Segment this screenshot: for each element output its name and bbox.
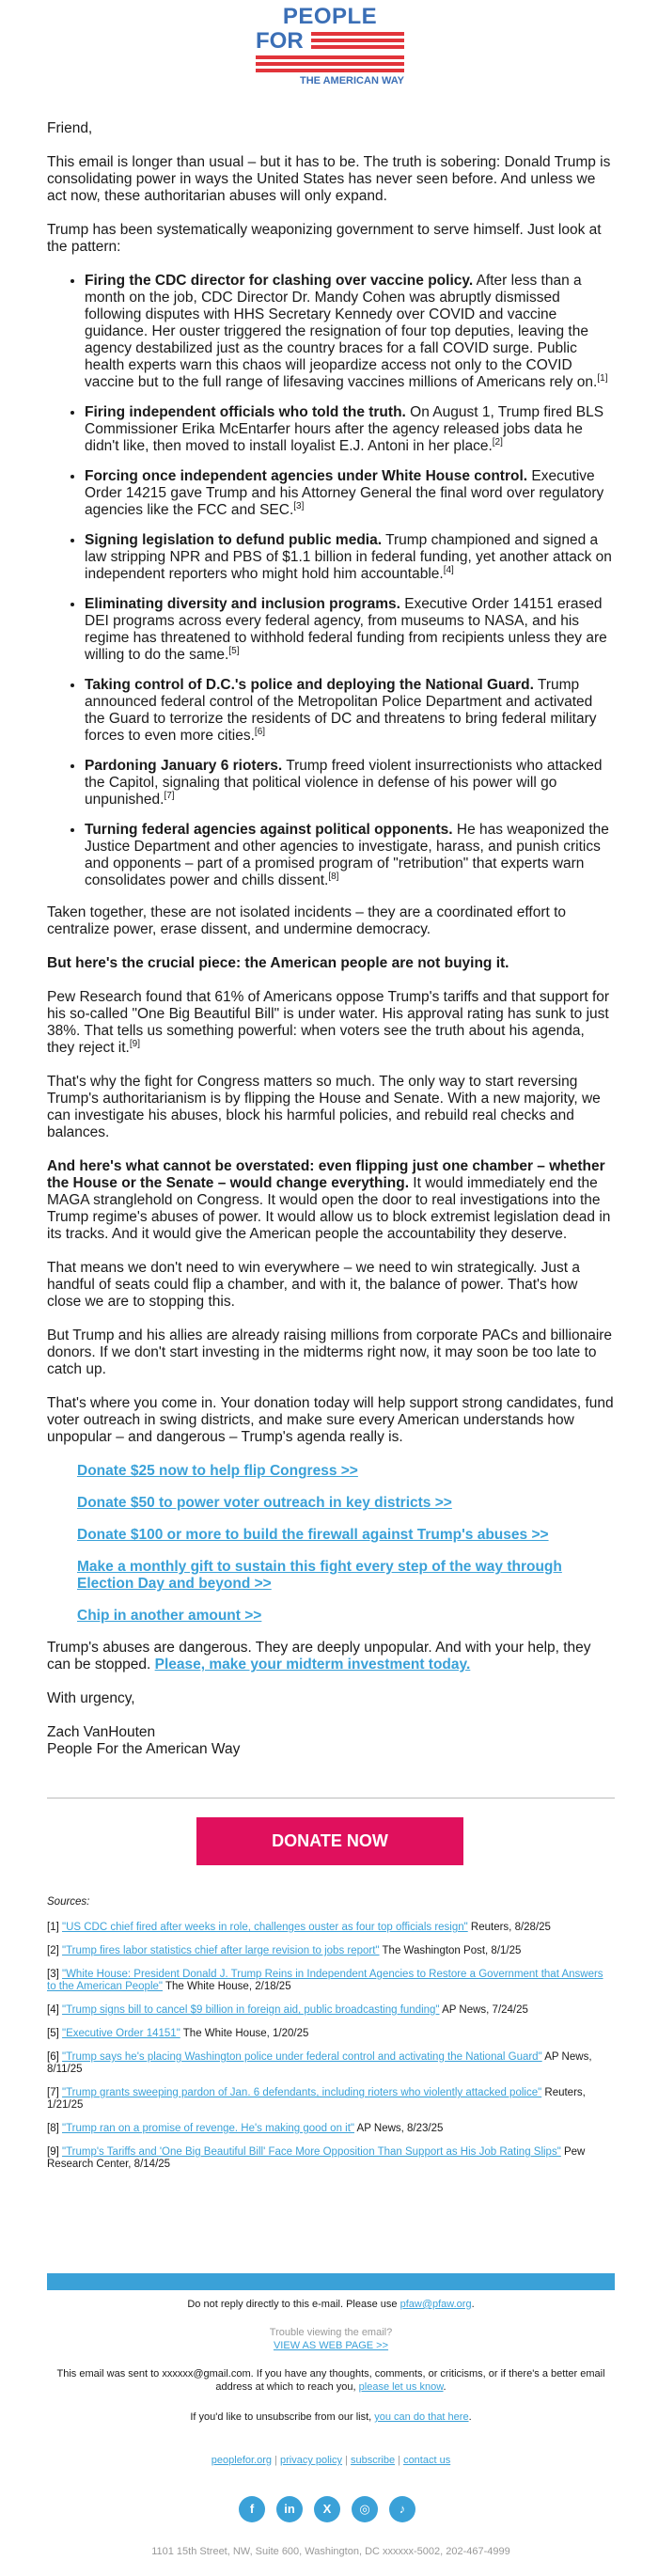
you-come-in-paragraph: That's where you come in. Your donation today will help support strong candidates, fund voter outreach in swing districts, and make sure every American understands how unpopular – and dangerous – Trump's agenda really is. [47,1395,614,1445]
signature-name: Zach VanHouten [47,1724,156,1740]
footnote-ref: [6] [254,726,266,737]
subscribe-link[interactable]: subscribe [351,2455,396,2466]
sources-section [47,1896,615,2182]
view-as-webpage-wrap [47,2339,615,2352]
abuse-list-item: • Pardoning January 6 rioters. Trump freed violent insurrectionists who attacked the Capitol, signaling that political violence in defense of his power will go unpunished.[7] [85,758,615,809]
source-item: [8] "Trump ran on a promise of revenge. He's making good on it" AP News, 8/23/25 [47,2123,444,2134]
footnote-ref: [2] [492,436,503,448]
source-item: [5] "Executive Order 14151" The White House, 1/20/25 [47,2028,309,2039]
footnote-ref: [3] [293,500,305,511]
view-as-webpage-link[interactable]: VIEW AS WEB PAGE >> [273,2340,389,2351]
let-us-know-link[interactable]: please let us know [358,2381,444,2393]
instagram-icon[interactable]: ◎ [352,2496,378,2522]
intro-paragraph: This email is longer than usual – but it has to be. The truth is sobering: Donald Trump is consolidating power in ways the United States has never seen before. And unless we act now, these authoritarian abuses will only expand. [47,154,611,204]
trouble-viewing: Trouble viewing the email? [269,2327,393,2338]
donate-other-amount-link[interactable]: Chip in another amount >> [77,1608,262,1624]
footnote-ref: [5] [228,645,240,656]
source-item: [9] "Trump's Tariffs and 'One Big Beautiful Bill' Face More Opposition Than Support as His Job Rating Slips" Pew Research Center, 8/14/25 [47,2146,586,2170]
abuse-list-item: • Taking control of D.C.'s police and deploying the National Guard. Trump announced federal control of the Metropolitan Police Department and activated the Guard to terrorize the residents of DC and threatens to bring federal military forces to even more cities.[6] [85,677,615,745]
source-item: [4] "Trump signs bill to cancel $9 billion in foreign aid, public broadcasting funding" AP News, 7/24/25 [47,2004,528,2016]
abuse-list-item: • Signing legislation to defund public media. Trump championed and signed a law stripping NPR and PBS of $1.1 billion in federal funding, yet another attack on independent reporters who might hold him accountable.[4] [85,532,615,583]
source-item: [2] "Trump fires labor statistics chief after large revision to jobs report" The Washington Post, 8/1/25 [47,1945,522,1956]
unsubscribe-notice: If you'd like to unsubscribe from our list, you can do that here. [190,2411,472,2423]
sources-header: Sources: [47,1896,90,1908]
donate-50-link[interactable]: Donate $50 to power voter outreach in key districts >> [77,1495,452,1511]
noreply-notice: Do not reply directly to this e-mail. Please use pfaw@pfaw.org. [187,2299,475,2310]
source-link[interactable]: "Trump signs bill to cancel $9 billion in foreign aid, public broadcasting funding" [61,2004,440,2016]
source-link[interactable]: "US CDC chief fired after weeks in role, challenges ouster as four top officials resign" [61,1922,468,1933]
privacy-policy-link[interactable]: privacy policy [279,2455,343,2466]
midterm-investment-link[interactable]: Please, make your midterm investment today. [154,1657,471,1673]
logo-text-for: FOR [256,28,304,54]
donate-now-button[interactable]: DONATE NOW [196,1817,463,1865]
sent-to-notice: This email was sent to xxxxxx@gmail.com. If you have any thoughts, comments, or criticisms, or if there's a better email address at which to reach you, please let us know. [56,2368,605,2393]
footnote-ref: [4] [443,564,454,575]
greeting: Friend, [47,120,93,136]
facebook-icon[interactable]: f [239,2496,265,2522]
donate-100-link[interactable]: Donate $100 or more to build the firewall against Trump's abuses >> [77,1527,549,1543]
urgency: With urgency, [47,1690,135,1706]
logo-text-people: PEOPLE [282,4,378,29]
source-item: [3] "White House: President Donald J. Trump Reins in Independent Agencies to Restore a Government that Answers to the American People" The White House, 2/18/25 [47,1969,603,1992]
footer-nav: peoplefor.org | privacy policy | subscribe | contact us [211,2455,451,2466]
pacs-paragraph: But Trump and his allies are already raising millions from corporate PACs and billionaire donors. If we don't start investing in the midterms right now, it may soon be too late to catch up. [47,1327,613,1377]
source-item: [6] "Trump says he's placing Washington police under federal control and activating the National Guard" AP News, 8/11/25 [47,2051,592,2075]
abuse-list-item: • Firing the CDC director for clashing over vaccine policy. After less than a month on the job, CDC Director Dr. Mandy Cohen was abruptly dismissed following disputes with HHS Secretary Kennedy over COVID and vaccine guidance. Her ouster triggered the resignation of four top deputies, leaving the agency destabilized just as the country braces for a fall COVID surge. Public health experts warn this chaos will jeopardize access not only to the COVID vaccine but to the full range of lifesaving vaccines millions of Americans rely on.[1] [85,273,615,391]
footnote-ref: [1] [597,372,608,384]
source-link[interactable]: "Trump grants sweeping pardon of Jan. 6 defendants, including rioters who violently attacked police" [61,2087,542,2098]
logo-stripes [311,32,404,52]
x-icon[interactable]: X [314,2496,340,2522]
email-body [47,120,615,1758]
logo-text-american-way: THE AMERICAN WAY [299,75,404,86]
linkedin-icon[interactable]: in [276,2496,303,2522]
pattern-intro: Trump has been systematically weaponizing government to serve himself. Just look at the pattern: [47,222,602,255]
abuse-list-item: • Firing independent officials who told the truth. On August 1, Trump fired BLS Commissioner Erika McEntarfer hours after the agency released jobs data he didn't like, then moved to install loyalist E.J. Antoni in her place.[2] [85,404,615,455]
source-link[interactable]: "White House: President Donald J. Trump Reins in Independent Agencies to Restore a Government that Answers to the American People" [47,1969,603,1992]
abuse-list-item: • Turning federal agencies against political opponents. He has weaponized the Justice Department and other agencies to investigate, harass, and punish critics and opponents – part of a promised program of "retribution" that experts warn consolidates power and chills dissent.[8] [85,822,615,889]
footnote-ref: [9] [129,1038,140,1049]
abuse-list [47,273,615,889]
strategic-paragraph: That means we don't need to win everywhere – we need to win strategically. Just a handful of seats could flip a chamber, and with it, the balance of power. That's how close we are to stopping this. [47,1260,580,1310]
donate-links [47,1463,615,1625]
peoplefor-link[interactable]: peoplefor.org [211,2455,272,2466]
congress-paragraph: That's why the fight for Congress matters so much. The only way to start reversing Trump's authoritarianism is by flipping the House and Senate. With a new majority, we can investigate his abuses, block his harmful policies, and rebuild real checks and balances. [47,1074,601,1140]
signature [47,1724,615,1758]
source-item: [7] "Trump grants sweeping pardon of Jan. 6 defendants, including rioters who violently attacked police" Reuters, 1/21/25 [47,2087,586,2111]
crucial-piece: But here's the crucial piece: the American people are not buying it. [47,955,509,971]
source-link[interactable]: "Trump's Tariffs and 'One Big Beautiful Bill' Face More Opposition Than Support as His Job Rating Slips" [61,2146,561,2158]
unsubscribe-link[interactable]: you can do that here [374,2411,469,2423]
footnote-ref: [7] [164,790,175,801]
mailing-address: 1101 15th Street, NW, Suite 600, Washington, DC xxxxxx-5002, 202-467-4999 [151,2546,510,2557]
donate-monthly-link[interactable]: Make a monthly gift to sustain this fight every step of the way through Election Day and beyond >> [77,1559,562,1592]
tiktok-icon[interactable]: ♪ [389,2496,415,2522]
abuse-list-item: • Eliminating diversity and inclusion programs. Executive Order 14151 erased DEI programs across every federal agency, from museums to NASA, and his regime has threatened to withhold federal funding from recipients unless they are willing to do the same.[5] [85,596,615,664]
footer-bar [47,2273,615,2290]
pew-paragraph: Pew Research found that 61% of Americans oppose Trump's tariffs and that support for his so-called "One Big Beautiful Bill" is under water. His approval rating has sunk to just 38%. That tells us something powerful: when voters see the truth about his agenda, they reject it.[9] [47,989,610,1056]
taken-together: Taken together, these are not isolated incidents – they are a coordinated effort to centralize power, erase dissent, and undermine democracy. [47,904,567,937]
abuse-list-item: • Forcing once independent agencies under White House control. Executive Order 14215 gave Trump and his Attorney General the final word over regulatory agencies like the FCC and SEC.[3] [85,468,615,519]
source-item: [1] "US CDC chief fired after weeks in role, challenges ouster as four top officials resign" Reuters, 8/28/25 [47,1922,551,1933]
pfaw-logo[interactable] [256,6,404,111]
closing-paragraph: Trump's abuses are dangerous. They are deeply unpopular. And with your help, they can be stopped. Please, make your midterm investment today. [47,1640,591,1673]
overstated-paragraph: And here's what cannot be overstated: even flipping just one chamber – whether the House or the Senate – would change everything. It would immediately end the MAGA stranglehold on Congress. It would open the door to real investigations into the Trump regime's abuses of power. It would allow us to block extremist legislation dead in its tracks. And it would give the American people the accountability they deserve. [47,1158,611,1242]
source-link[interactable]: "Trump fires labor statistics chief after large revision to jobs report" [61,1945,380,1956]
logo-stripes-full [256,55,404,72]
pfaw-email-link[interactable]: pfaw@pfaw.org [400,2299,472,2310]
source-link[interactable]: "Trump ran on a promise of revenge. He's making good on it" [61,2123,354,2134]
source-link[interactable]: "Trump says he's placing Washington police under federal control and activating the National Guard" [61,2051,542,2063]
social-icons [239,2496,415,2522]
source-link[interactable]: "Executive Order 14151" [61,2028,180,2039]
contact-us-link[interactable]: contact us [403,2455,451,2466]
footnote-ref: [8] [328,871,339,882]
donate-25-link[interactable]: Donate $25 now to help flip Congress >> [77,1463,358,1479]
signature-org: People For the American Way [47,1741,241,1757]
